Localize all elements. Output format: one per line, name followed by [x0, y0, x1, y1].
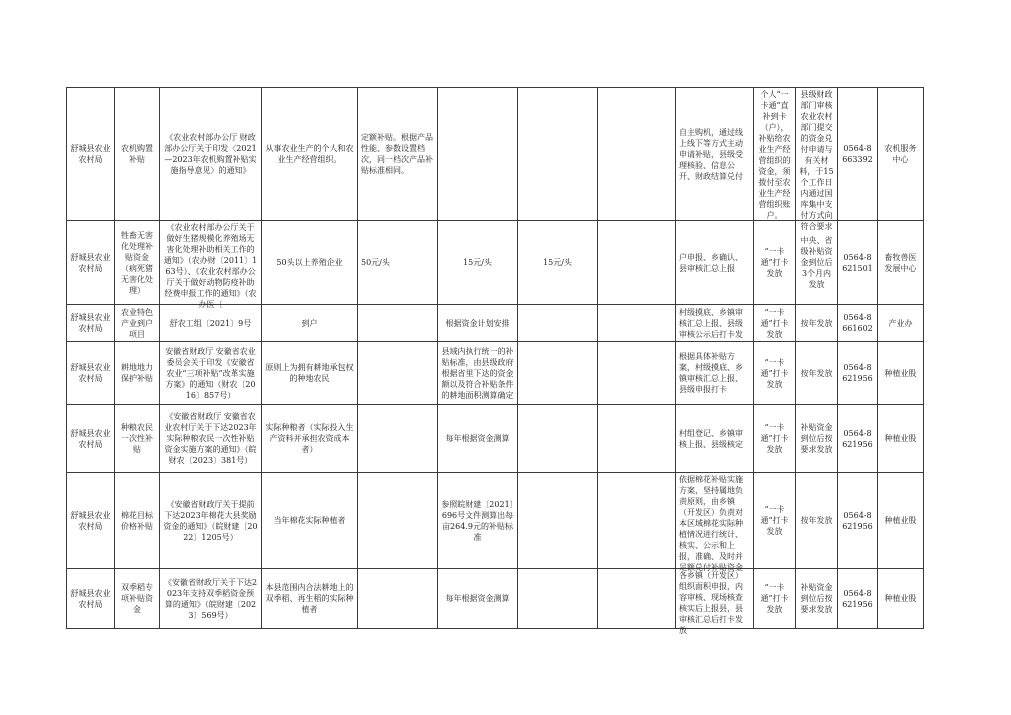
standard-text-2: 参照皖财建〔2021〕696号文件测算出每亩264.9元的补贴标准 — [441, 499, 514, 542]
policy-cell — [160, 221, 262, 309]
method-cell — [754, 473, 796, 569]
phone-text: 0564-8621956 — [842, 428, 873, 449]
dept-cell — [67, 569, 115, 629]
phone-cell — [838, 305, 878, 342]
unit-text: 畜牧兽医发展中心 — [884, 252, 917, 273]
target-cell — [262, 221, 358, 305]
standard-cell-4 — [598, 221, 676, 305]
phone-text: 0564-8661602 — [842, 313, 873, 333]
method-text: “一卡通”打卡发放 — [760, 505, 789, 536]
item-text: 牲畜无害化处理补贴资金（病死猪无害化处理） — [121, 230, 153, 295]
target-cell — [262, 88, 358, 221]
standard-cell-1 — [358, 569, 438, 629]
method-cell — [754, 405, 796, 473]
item-text: 农业特色产业到户项目 — [121, 307, 153, 339]
policy-cell — [160, 405, 262, 473]
phone-cell — [838, 473, 878, 569]
time-cell — [796, 88, 838, 231]
standard-cell-4 — [598, 342, 676, 405]
policy-text: 舒农工组〔2021〕9号 — [169, 318, 252, 328]
standard-cell-2 — [438, 473, 518, 569]
time-cell — [796, 473, 838, 569]
table-row — [67, 221, 924, 305]
method-text: 个人“一卡通”直补到卡（户），补贴给农业生产经营组织的资金，须拨付至农业生产经营组织账户。 — [758, 90, 791, 220]
time-text: 按年发放 — [800, 318, 833, 328]
process-cell — [676, 473, 754, 572]
process-cell — [676, 405, 754, 473]
dept-text: 舒城县农业农村局 — [70, 252, 111, 273]
process-cell — [676, 221, 754, 305]
target-cell — [262, 569, 358, 629]
policy-text: 《安徽省财政厅关于提前下达2023年棉花大县奖励资金的通知》（皖财建〔2022〕1205号） — [163, 499, 258, 542]
target-text: 实际种粮者（实际投入生产资料并承担农资成本者） — [265, 423, 354, 454]
time-text: 按年发放 — [800, 516, 833, 525]
time-cell — [796, 221, 838, 305]
dept-text: 舒城县农业农村局 — [70, 144, 111, 164]
time-cell — [796, 569, 838, 629]
standard-text-2: 县域内执行统一的补贴标准，由县级政府根据省里下达的资金额以及符合补贴条件的耕地面积测算确定 — [441, 346, 514, 400]
unit-cell — [878, 569, 924, 629]
item-cell — [115, 221, 160, 305]
table-row — [67, 342, 924, 405]
dept-cell — [67, 305, 115, 342]
item-cell — [115, 88, 160, 221]
standard-cell-3 — [518, 305, 598, 342]
standard-cell-2 — [438, 405, 518, 473]
item-cell — [115, 305, 160, 342]
standard-cell-1 — [358, 473, 438, 569]
method-cell — [754, 305, 796, 342]
phone-cell — [838, 405, 878, 473]
unit-text: 种植业股 — [884, 434, 917, 443]
process-cell — [676, 88, 754, 221]
phone-text: 0564-8621501 — [842, 252, 873, 273]
unit-text: 产业办 — [888, 318, 913, 328]
time-text: 县级财政部门审核农业农村部门提交的资金兑付申请与有关材料，于15个工作日内通过国库集中支付方式向符合要求 — [799, 90, 834, 231]
table-row — [67, 88, 924, 221]
standard-cell-2 — [438, 305, 518, 342]
method-text: “一卡通”打卡发放 — [760, 423, 789, 454]
policy-text: 《农业农村部办公厅 财政部办公厅关于印发〈2021—2023年农机购置补贴实施指导意见〉的通知》 — [164, 133, 257, 175]
phone-text: 0564-8621956 — [842, 588, 873, 609]
standard-cell-3 — [518, 473, 598, 569]
item-cell — [115, 405, 160, 473]
policy-cell — [160, 473, 262, 569]
method-text: “一卡通”打卡发放 — [760, 357, 789, 389]
table-row — [67, 473, 924, 569]
phone-text: 0564-8663392 — [842, 144, 873, 164]
dept-cell — [67, 221, 115, 305]
process-cell — [676, 342, 754, 405]
standard-text-2: 每年根据资金测算 — [445, 594, 510, 603]
item-text: 双季稻专项补贴资金 — [121, 583, 153, 614]
phone-text: 0564-8621956 — [842, 363, 873, 383]
time-cell — [796, 305, 838, 342]
dept-cell — [67, 88, 115, 221]
standard-cell-2 — [438, 569, 518, 629]
standard-cell-1 — [358, 88, 438, 221]
item-text: 棉花目标价格补贴 — [121, 510, 153, 531]
policy-text: 安徽省财政厅 安徽省农业委员会关于印发《安徽省农业“三项补贴”改革实施方案》的通知（财农〔2016〕857号） — [165, 346, 256, 400]
process-cell — [676, 569, 754, 635]
target-text: 当年棉花实际种植者 — [273, 516, 346, 525]
table-row — [67, 569, 924, 629]
standard-cell-4 — [598, 405, 676, 473]
dept-cell — [67, 473, 115, 569]
phone-cell — [838, 221, 878, 305]
table-row — [67, 405, 924, 473]
time-text: 补贴资金到位后按要求发放 — [800, 423, 833, 454]
target-text: 到户 — [301, 318, 318, 328]
unit-text: 种植业股 — [884, 594, 917, 603]
policy-cell — [160, 305, 262, 342]
method-cell — [754, 221, 796, 305]
method-text: “一卡通”打卡发放 — [760, 307, 789, 339]
standard-cell-2 — [438, 342, 518, 405]
phone-cell — [838, 569, 878, 629]
unit-text: 农机服务中心 — [884, 144, 917, 164]
dept-text: 舒城县农业农村局 — [70, 363, 111, 383]
process-cell — [676, 305, 754, 342]
unit-cell — [878, 405, 924, 473]
standard-cell-1 — [358, 405, 438, 473]
process-text: 户申报、乡确认、县审核汇总上报 — [679, 252, 743, 273]
policy-cell — [160, 569, 262, 629]
target-cell — [262, 405, 358, 473]
subsidy-table — [66, 87, 924, 635]
method-text: “一卡通”打卡发放 — [760, 583, 789, 614]
item-text: 农机购置补贴 — [121, 144, 153, 164]
target-text: 本县范围内合法耕地上的双季稻、再生稻的实际种植者 — [265, 583, 354, 614]
standard-cell-2 — [438, 221, 518, 305]
unit-cell — [878, 473, 924, 569]
process-text: 村级摸底、乡镇审核汇总上报、县级审核公示后打卡发 — [679, 307, 743, 339]
time-cell — [796, 405, 838, 473]
item-cell — [115, 473, 160, 569]
unit-cell — [878, 342, 924, 405]
method-cell — [754, 569, 796, 629]
standard-text-2: 15元/头 — [463, 258, 492, 267]
process-text: 各乡镇（开发区）组织面积申报，内容审核、现场核查核实后上报县，县审核汇总后打卡发放 — [679, 571, 743, 635]
table-row — [67, 305, 924, 342]
target-cell — [262, 473, 358, 569]
item-cell — [115, 569, 160, 629]
dept-text: 舒城县农业农村局 — [70, 313, 111, 333]
policy-text: 《安徽省财政厅关于下达2023年支持双季稻资金预算的通知》（皖财建〔2023〕569号） — [163, 577, 258, 620]
standard-cell-3 — [518, 342, 598, 405]
dept-text: 舒城县农业农村局 — [70, 428, 111, 449]
policy-text: 《安徽省财政厅 安徽省农业农村厅关于下达2023年实际种粮农民一次性补贴资金实施方案的通知》（皖财农〔2023〕381号） — [164, 412, 257, 465]
method-cell — [754, 88, 796, 221]
standard-cell-4 — [598, 305, 676, 342]
unit-cell — [878, 88, 924, 221]
unit-cell — [878, 221, 924, 305]
unit-text: 种植业股 — [884, 368, 917, 378]
target-text: 从事农业生产的个人和农业生产经营组织。 — [265, 144, 354, 164]
policy-text: 《农业农村部办公厅关于做好生猪规模化养殖场无害化处理补助相关工作的通知》（农办财〔2011〕163号）、《农业农村部办公厅关于做好动物防疫补助经费申报工作的通知》（农办医〔 — [163, 223, 258, 309]
time-text: 补贴资金到位后按要求发放 — [800, 583, 833, 614]
table-body — [67, 88, 924, 635]
time-text: 中央、省级补贴资金到位后3个月内发放 — [800, 236, 833, 289]
process-text: 依据棉花补贴实施方案，坚持属地负责原则，由乡镇（开发区）负责对本区域棉花实际种植情况进行统计、核实、公示和上报，准确、及时并足额兑付补贴资金 — [679, 475, 743, 572]
standard-text-2: 每年根据资金测算 — [445, 434, 510, 443]
method-text: “一卡通”打卡发放 — [760, 247, 789, 278]
standard-cell-3 — [518, 221, 598, 305]
policy-cell — [160, 88, 262, 221]
standard-text-1: 定额补贴。根据产品性能、参数设置档次，同一档次产品补贴标准相同。 — [361, 133, 433, 175]
standard-cell-1 — [358, 342, 438, 405]
standard-cell-4 — [598, 473, 676, 569]
standard-cell-1 — [358, 221, 438, 305]
phone-text: 0564-8621956 — [842, 510, 873, 531]
target-text: 原则上为拥有耕地承包权的种地农民 — [265, 363, 354, 383]
standard-text-1: 50元/头 — [361, 258, 390, 267]
target-cell — [262, 305, 358, 342]
process-text: 村组登记、乡镇审核上报、县级核定 — [679, 428, 743, 449]
dept-cell — [67, 405, 115, 473]
process-text: 自主购机，通过线上线下等方式主动申请补贴，县级受理核验、信息公开、财政结算兑付 — [679, 127, 743, 181]
standard-cell-2 — [438, 88, 518, 221]
dept-text: 舒城县农业农村局 — [70, 510, 111, 531]
standard-cell-3 — [518, 88, 598, 221]
standard-text-2: 根据资金计划安排 — [445, 318, 510, 328]
method-cell — [754, 342, 796, 405]
phone-cell — [838, 342, 878, 405]
time-cell — [796, 342, 838, 405]
standard-cell-4 — [598, 569, 676, 629]
policy-cell — [160, 342, 262, 405]
unit-cell — [878, 305, 924, 342]
standard-text-3: 15元/头 — [543, 258, 572, 267]
standard-cell-3 — [518, 405, 598, 473]
standard-cell-1 — [358, 305, 438, 342]
phone-cell — [838, 88, 878, 221]
time-text: 按年发放 — [800, 368, 833, 378]
standard-cell-4 — [598, 88, 676, 221]
item-cell — [115, 342, 160, 405]
item-text: 耕地地力保护补贴 — [121, 363, 153, 383]
item-text: 种粮农民一次性补贴 — [121, 423, 153, 454]
target-cell — [262, 342, 358, 405]
standard-cell-3 — [518, 569, 598, 629]
dept-text: 舒城县农业农村局 — [70, 588, 111, 609]
process-text: 根据具体补贴方案，村级摸底、乡镇审核汇总上报、县级申报打卡 — [679, 352, 743, 394]
dept-cell — [67, 342, 115, 405]
unit-text: 种植业股 — [884, 516, 917, 525]
target-text: 50头以上养殖企业 — [276, 258, 343, 267]
